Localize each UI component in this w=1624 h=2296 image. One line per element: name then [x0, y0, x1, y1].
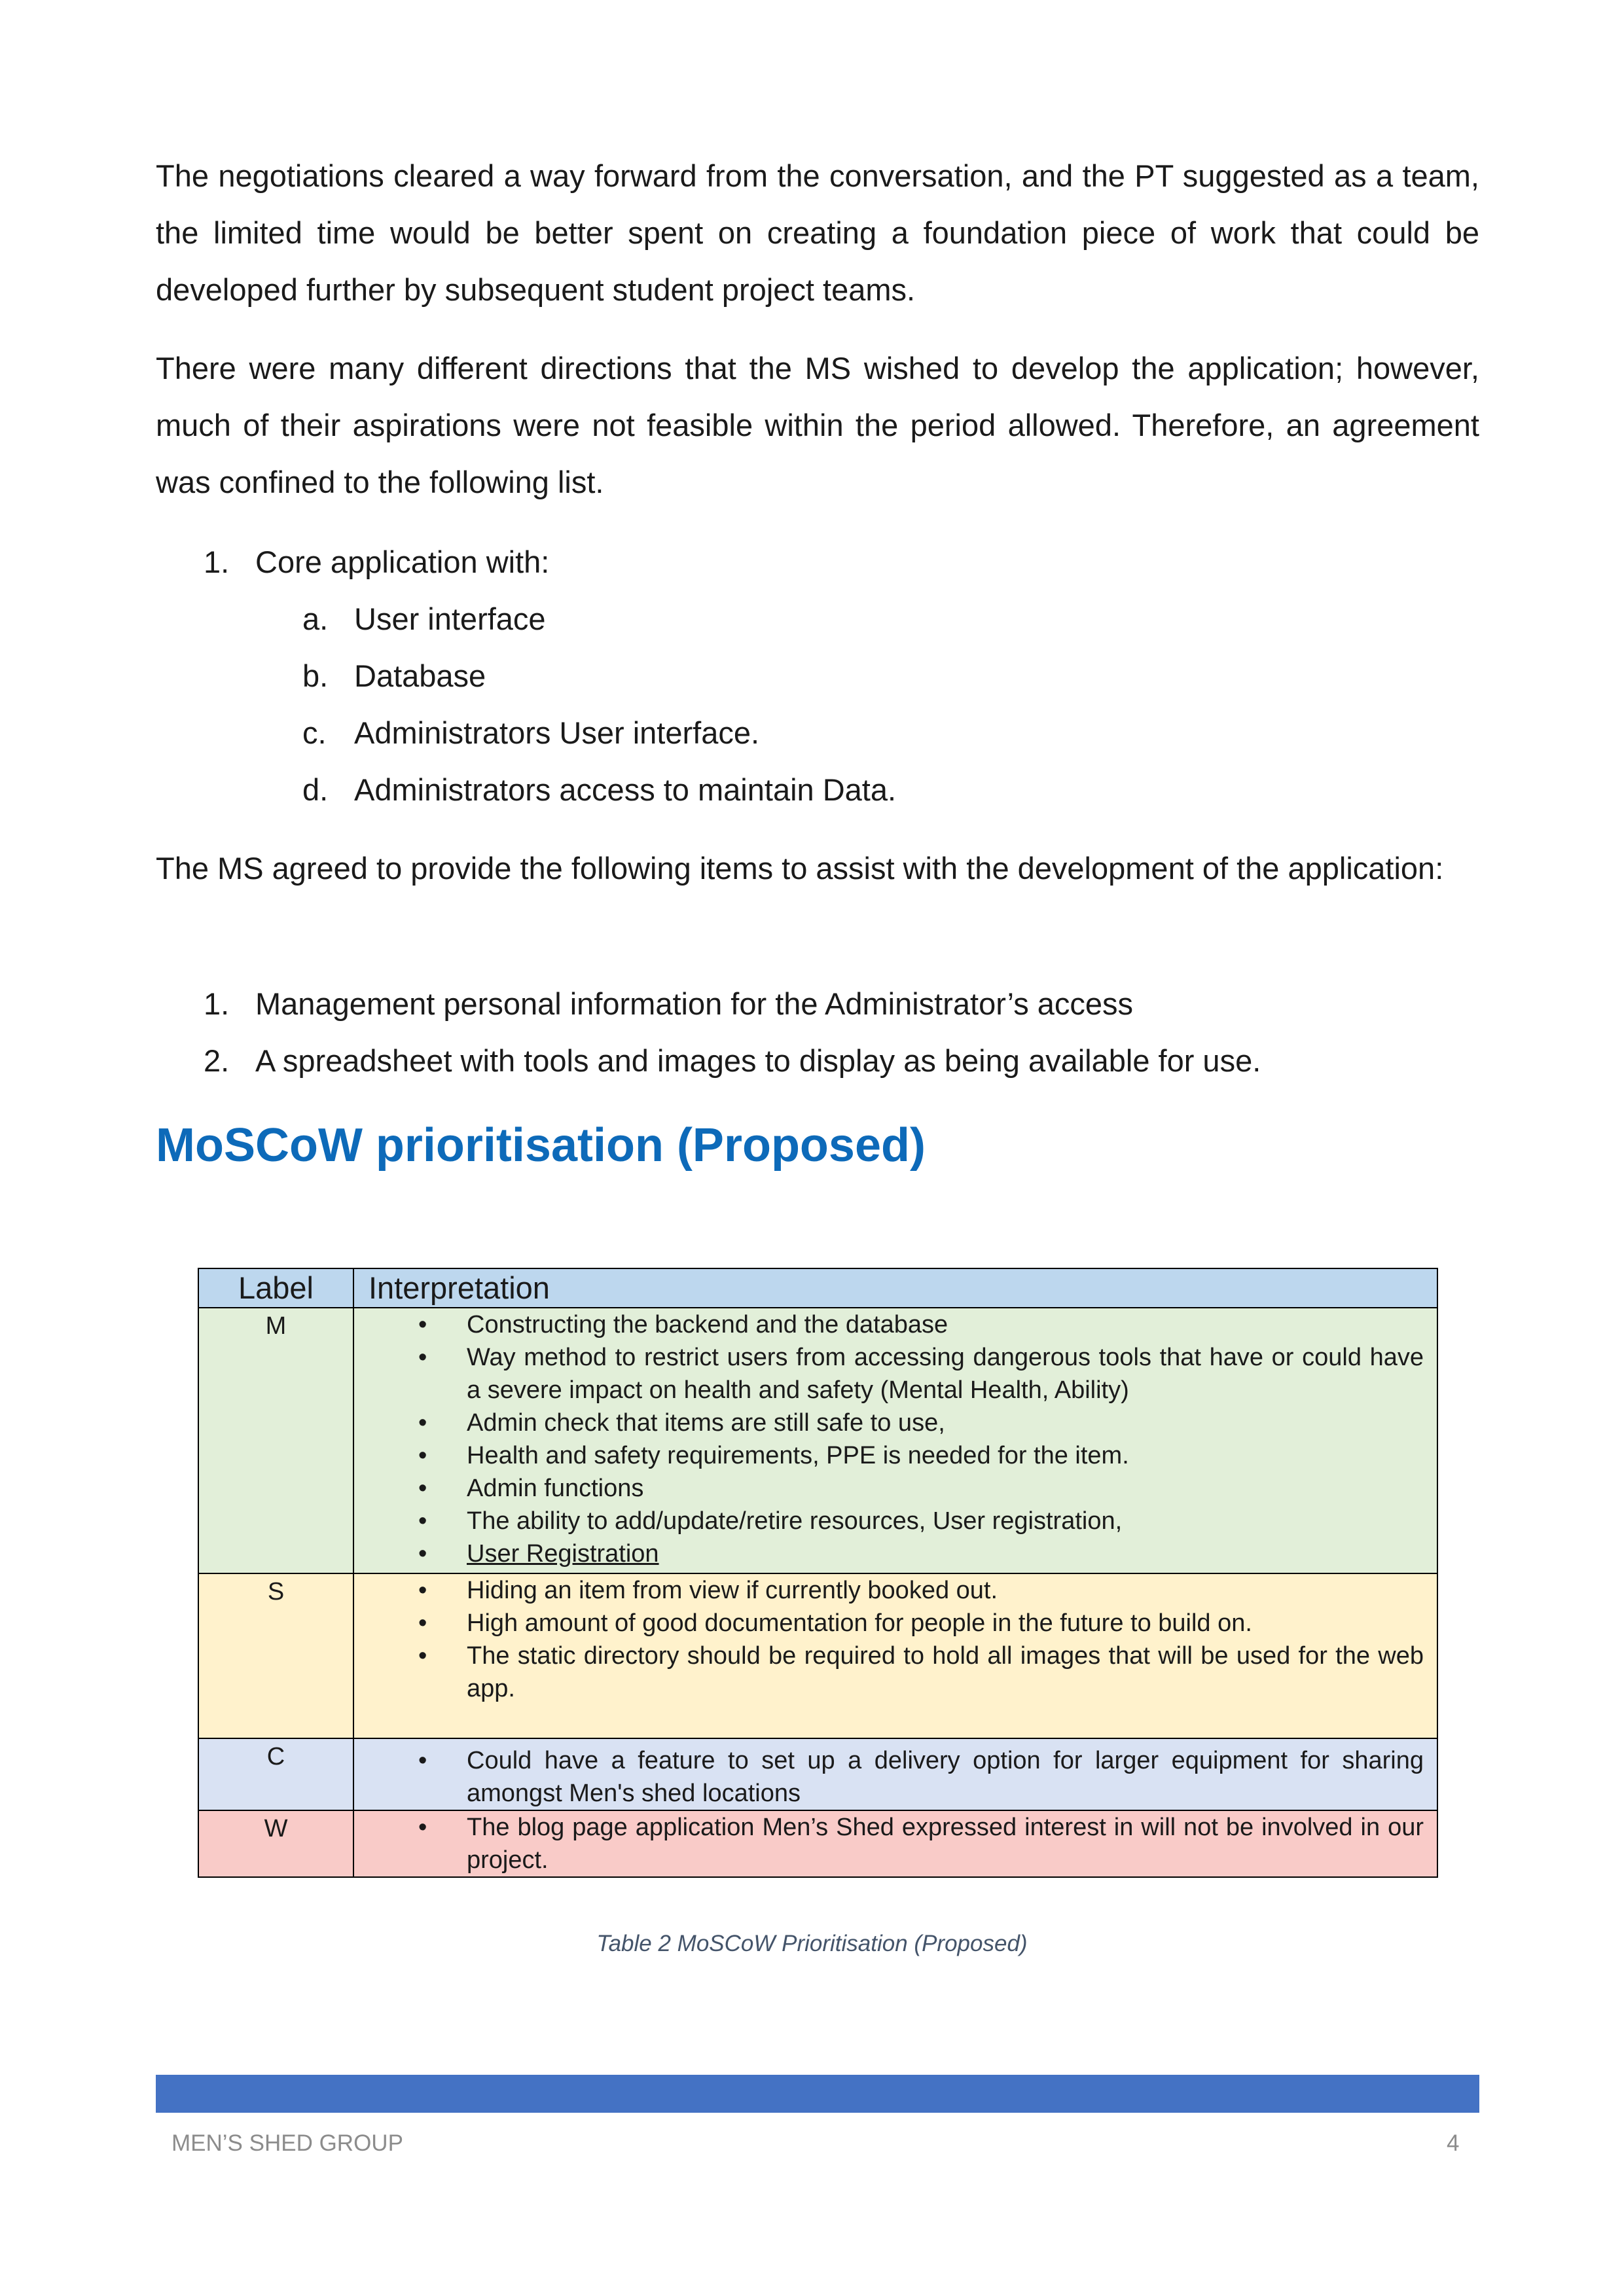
moscow-table: [198, 1268, 1438, 1878]
row-interpretation: [353, 1573, 1437, 1738]
paragraph-directions: There were many different directions that the MS wished to develop the application; however, much of their aspirations were not feasible within the period allowed. Therefore, an agreement was confined to the following list.: [156, 351, 1479, 499]
row-label: C: [198, 1738, 353, 1810]
page-number: 4: [1447, 2130, 1460, 2156]
list-marker: a.: [302, 601, 329, 636]
table-row-must: [198, 1308, 1437, 1573]
footer-bar: [156, 2075, 1479, 2113]
bullet-item: • The ability to add/update/retire resources, User registration,: [354, 1505, 1424, 1537]
bullet-item: • User Registration: [354, 1537, 1424, 1570]
bullet-icon: •: [418, 1409, 427, 1437]
row-label: S: [198, 1573, 353, 1738]
bullet-item: • Hiding an item from view if currently booked out.: [354, 1574, 1424, 1607]
list-marker: d.: [302, 772, 329, 807]
list-item-text: Database: [354, 658, 486, 693]
bullet-item: • The blog page application Men’s Shed expressed interest in will not be involved in our project.: [354, 1811, 1424, 1876]
list-marker: c.: [302, 715, 327, 750]
row-label: M: [198, 1308, 353, 1573]
bullet-icon: •: [418, 1344, 427, 1371]
list-marker: b.: [302, 658, 329, 693]
bullet-icon: •: [418, 1747, 427, 1774]
header-interpretation: Interpretation: [353, 1268, 1437, 1308]
paragraph-ms-agreed: The MS agreed to provide the following items to assist with the development of the application:: [156, 851, 1444, 886]
bullet-item: • Admin functions: [354, 1472, 1424, 1505]
list-item-text: Management personal information for the Administrator’s access: [255, 986, 1134, 1021]
bullet-icon: •: [418, 1442, 427, 1469]
bullet-item: • High amount of good documentation for people in the future to build on.: [354, 1607, 1424, 1640]
bullet-icon: •: [418, 1577, 427, 1604]
header-label: Label: [198, 1268, 353, 1308]
list-item-text: A spreadsheet with tools and images to display as being available for use.: [255, 1043, 1261, 1078]
section-heading: MoSCoW prioritisation (Proposed): [156, 1119, 926, 1172]
list-marker: 1.: [204, 986, 230, 1021]
table-row-should: [198, 1573, 1437, 1738]
bullet-icon: •: [418, 1475, 427, 1502]
bullet-item: • Health and safety requirements, PPE is needed for the item.: [354, 1439, 1424, 1472]
list-item-text: Administrators User interface.: [354, 715, 760, 750]
list-marker: 1.: [204, 545, 230, 579]
row-interpretation: [353, 1738, 1437, 1810]
bullet-icon: •: [418, 1642, 427, 1670]
bullet-icon: •: [418, 1814, 427, 1841]
table-row-could: [198, 1738, 1437, 1810]
list-marker: 2.: [204, 1043, 230, 1078]
paragraph-negotiations: The negotiations cleared a way forward from the conversation, and the PT suggested as a team, the limited time would be better spent on creating a foundation piece of work that could be developed further by subsequent student project teams.: [156, 158, 1479, 307]
list-item-text: User interface: [354, 601, 546, 636]
bullet-icon: •: [418, 1609, 427, 1637]
table-caption: Table 2 MoSCoW Prioritisation (Proposed): [596, 1931, 1028, 1956]
bullet-icon: •: [418, 1540, 427, 1568]
row-label: W: [198, 1810, 353, 1877]
table-header-row: [198, 1268, 1437, 1308]
bullet-item: • Constructing the backend and the database: [354, 1308, 1424, 1341]
bullet-icon: •: [418, 1311, 427, 1338]
footer-organisation: MEN’S SHED GROUP: [171, 2130, 403, 2156]
row-interpretation: [353, 1810, 1437, 1877]
bullet-item: • Admin check that items are still safe to use,: [354, 1407, 1424, 1439]
bullet-item: • Way method to restrict users from accessing dangerous tools that have or could have a severe impact on health and safety (Mental Health, Ability): [354, 1341, 1424, 1407]
bullet-icon: •: [418, 1507, 427, 1535]
list-item-text: Administrators access to maintain Data.: [354, 772, 897, 807]
table-row-wont: [198, 1810, 1437, 1877]
bullet-item: • Could have a feature to set up a delivery option for larger equipment for sharing amongst Men's shed locations: [354, 1744, 1424, 1810]
row-interpretation: [353, 1308, 1437, 1573]
list-item-text: Core application with:: [255, 545, 550, 579]
bullet-item: • The static directory should be required to hold all images that will be used for the web app.: [354, 1640, 1424, 1705]
